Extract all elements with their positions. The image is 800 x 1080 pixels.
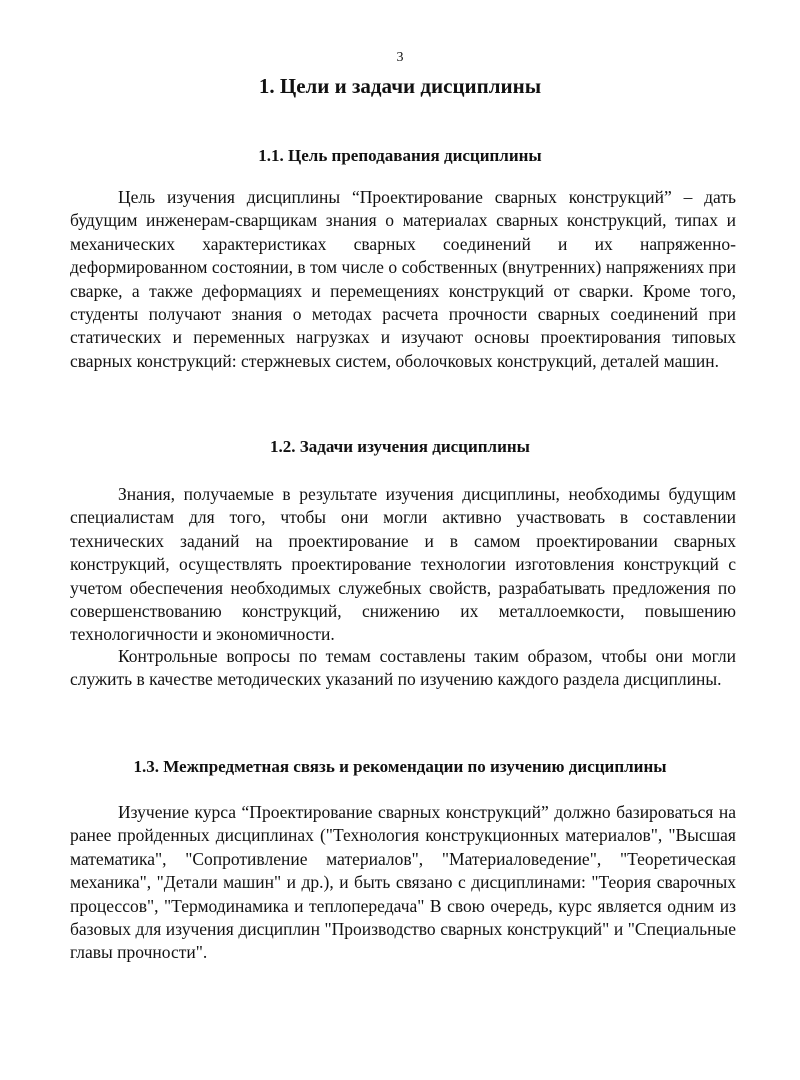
page-title: 1. Цели и задачи дисциплины	[258, 74, 542, 98]
section-1-3-title: 1.3. Межпредметная связь и рекомендации по изучению дисциплины	[133, 757, 667, 776]
section-1-2-paragraph-2: Контрольные вопросы по темам составлены таким образом, чтобы они могли служить в качестве методических указаний по изучению каждого раздела дисциплины.	[70, 646, 736, 690]
page-number: 3	[396, 50, 404, 65]
section-1-2-paragraph-1: Знания, получаемые в результате изучения дисциплины, необходимы будущим специалистам для того, чтобы они могли активно участвовать в составлении технических заданий на проектирование и в самом проектировании сварных конструкций, осуществлять проектирование технологии изготовления конструкций с учетом обеспечения необходимых служебных свойств, разрабатывать предложения по совершенствованию конструкций, снижению их металлоемкости, повышению технологичности и экономичности.	[70, 484, 736, 645]
section-1-1-paragraph: Цель изучения дисциплины “Проектирование сварных конструкций” – дать будущим инженерам-сварщикам знания о материалах сварных конструкций, типах и механических характеристиках сварных соединений и их напряженно-деформированном состоянии, в том числе о собственных (внутренних) напряжениях при сварке, а также деформациях и перемещениях конструкций от сварки. Кроме того, студенты получают знания о методах расчета прочности сварных соединений при статических и переменных нагрузках и изучают основы проектирования типовых сварных конструкций: стержневых систем, оболочковых конструкций, деталей машин.	[70, 187, 736, 371]
section-1-3-paragraph: Изучение курса “Проектирование сварных конструкций” должно базироваться на ранее пройденных дисциплинах ("Технология конструкционных материалов", "Высшая математика", "Сопротивление материалов", "Материаловедение", "Теоретическая механика", "Детали машин" и др.), и быть связано с дисциплинами: "Теория сварочных процессов", "Термодинамика и теплопередача" В свою очередь, курс является одним из базовых для изучения дисциплин "Производство сварных конструкций" и "Специальные главы прочности".	[70, 802, 736, 963]
section-1-2-title: 1.2. Задачи изучения дисциплины	[270, 437, 530, 456]
section-1-1-title: 1.1. Цель преподавания дисциплины	[258, 146, 542, 165]
